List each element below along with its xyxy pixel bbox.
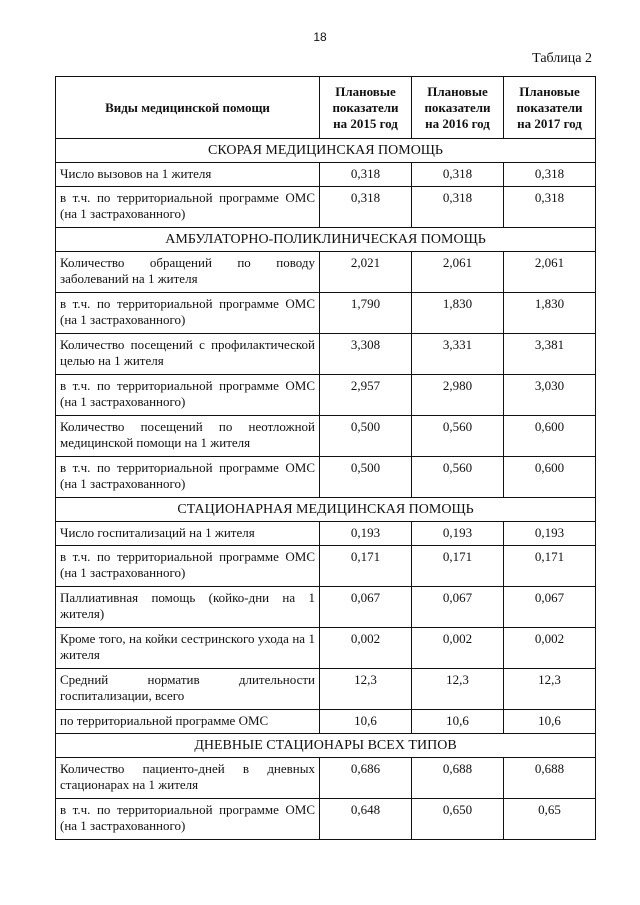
value-2017: 3,030: [504, 375, 596, 416]
table-row: [56, 163, 596, 187]
page-number: 18: [313, 30, 327, 44]
table-row: [56, 416, 596, 457]
header-2015: Плановые показатели на 2015 год: [320, 77, 412, 139]
row-label: Количество обращений по поводу заболеваний на 1 жителя: [56, 252, 320, 293]
table-row: [56, 669, 596, 710]
value-2017: 0,65: [504, 799, 596, 840]
row-label: в т.ч. по территориальной программе ОМС (на 1 застрахованного): [56, 799, 320, 840]
value-2017: 10,6: [504, 710, 596, 734]
section-title: СКОРАЯ МЕДИЦИНСКАЯ ПОМОЩЬ: [56, 139, 596, 163]
table-caption: Таблица 2: [532, 51, 592, 66]
value-2016: 10,6: [412, 710, 504, 734]
row-label: Паллиативная помощь (койко-дни на 1 жителя): [56, 587, 320, 628]
value-2016: 0,318: [412, 187, 504, 228]
value-2016: 12,3: [412, 669, 504, 710]
table-row: [56, 710, 596, 734]
value-2015: 0,648: [320, 799, 412, 840]
value-2015: 2,957: [320, 375, 412, 416]
value-2015: 0,193: [320, 522, 412, 546]
header-2016: Плановые показатели на 2016 год: [412, 77, 504, 139]
section-title: СТАЦИОНАРНАЯ МЕДИЦИНСКАЯ ПОМОЩЬ: [56, 498, 596, 522]
row-label: по территориальной программе ОМС: [56, 710, 320, 734]
table-header-row: [56, 77, 596, 139]
table-row: [56, 587, 596, 628]
value-2015: 0,171: [320, 546, 412, 587]
table-row: [56, 187, 596, 228]
value-2015: 0,002: [320, 628, 412, 669]
value-2017: 12,3: [504, 669, 596, 710]
value-2015: 10,6: [320, 710, 412, 734]
table-row: [56, 334, 596, 375]
value-2017: 2,061: [504, 252, 596, 293]
section-row-outpatient: [56, 228, 596, 252]
table-row: [56, 252, 596, 293]
value-2017: 0,193: [504, 522, 596, 546]
row-label: Количество посещений с профилактической целью на 1 жителя: [56, 334, 320, 375]
value-2015: 12,3: [320, 669, 412, 710]
value-2015: 0,500: [320, 416, 412, 457]
row-label: Средний норматив длительности госпитализации, всего: [56, 669, 320, 710]
table-row: [56, 293, 596, 334]
value-2017: 0,318: [504, 163, 596, 187]
indicators-table: [55, 76, 596, 840]
section-title: АМБУЛАТОРНО-ПОЛИКЛИНИЧЕСКАЯ ПОМОЩЬ: [56, 228, 596, 252]
row-label: Количество посещений по неотложной медицинской помощи на 1 жителя: [56, 416, 320, 457]
row-label: в т.ч. по территориальной программе ОМС (на 1 застрахованного): [56, 546, 320, 587]
section-row-day-hospitals: [56, 734, 596, 758]
row-label: Кроме того, на койки сестринского ухода на 1 жителя: [56, 628, 320, 669]
row-label: в т.ч. по территориальной программе ОМС (на 1 застрахованного): [56, 187, 320, 228]
value-2016: 2,061: [412, 252, 504, 293]
value-2016: 0,560: [412, 416, 504, 457]
value-2016: 0,650: [412, 799, 504, 840]
table-row: [56, 628, 596, 669]
section-row-inpatient: [56, 498, 596, 522]
value-2016: 0,318: [412, 163, 504, 187]
value-2017: 0,171: [504, 546, 596, 587]
value-2016: 2,980: [412, 375, 504, 416]
row-label: Число вызовов на 1 жителя: [56, 163, 320, 187]
value-2016: 0,067: [412, 587, 504, 628]
table-row: [56, 522, 596, 546]
value-2016: 0,002: [412, 628, 504, 669]
table-row: [56, 457, 596, 498]
row-label: Число госпитализаций на 1 жителя: [56, 522, 320, 546]
value-2016: 1,830: [412, 293, 504, 334]
row-label: в т.ч. по территориальной программе ОМС (на 1 застрахованного): [56, 375, 320, 416]
value-2015: 0,500: [320, 457, 412, 498]
value-2015: 0,686: [320, 758, 412, 799]
table-row: [56, 799, 596, 840]
value-2015: 0,067: [320, 587, 412, 628]
row-label: в т.ч. по территориальной программе ОМС (на 1 застрахованного): [56, 457, 320, 498]
table-row: [56, 546, 596, 587]
section-row-ambulance: [56, 139, 596, 163]
value-2015: 0,318: [320, 187, 412, 228]
value-2017: 0,067: [504, 587, 596, 628]
value-2016: 3,331: [412, 334, 504, 375]
value-2015: 3,308: [320, 334, 412, 375]
header-care-type: Виды медицинской помощи: [56, 77, 320, 139]
value-2017: 0,002: [504, 628, 596, 669]
value-2017: 0,600: [504, 457, 596, 498]
value-2016: 0,688: [412, 758, 504, 799]
value-2015: 0,318: [320, 163, 412, 187]
value-2017: 3,381: [504, 334, 596, 375]
table-row: [56, 758, 596, 799]
value-2016: 0,171: [412, 546, 504, 587]
value-2015: 1,790: [320, 293, 412, 334]
value-2016: 0,193: [412, 522, 504, 546]
row-label: в т.ч. по территориальной программе ОМС (на 1 застрахованного): [56, 293, 320, 334]
value-2015: 2,021: [320, 252, 412, 293]
section-title: ДНЕВНЫЕ СТАЦИОНАРЫ ВСЕХ ТИПОВ: [56, 734, 596, 758]
row-label: Количество пациенто-дней в дневных стационарах на 1 жителя: [56, 758, 320, 799]
header-2017: Плановые показатели на 2017 год: [504, 77, 596, 139]
table-row: [56, 375, 596, 416]
value-2016: 0,560: [412, 457, 504, 498]
value-2017: 1,830: [504, 293, 596, 334]
value-2017: 0,318: [504, 187, 596, 228]
value-2017: 0,600: [504, 416, 596, 457]
value-2017: 0,688: [504, 758, 596, 799]
